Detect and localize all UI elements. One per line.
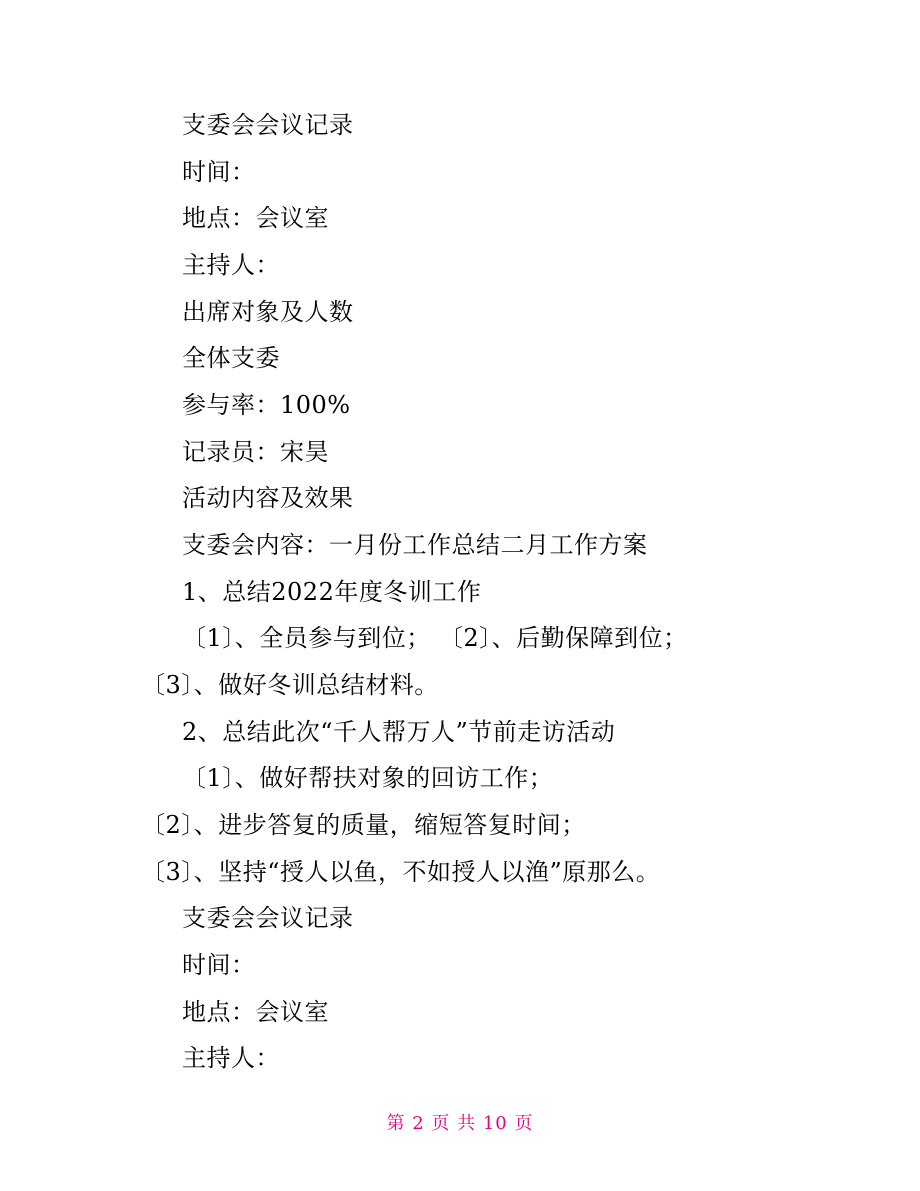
location-field: 地点：会议室 xyxy=(182,204,329,232)
item-2-subpoint-3: 〔3〕、坚持“授人以鱼，不如授人以渔”原那么。 xyxy=(141,858,661,886)
activity-label: 活动内容及效果 xyxy=(182,484,354,512)
item-2-subpoint-2: 〔2〕、进步答复的质量，缩短答复时间； xyxy=(141,811,586,839)
attendees-value: 全体支委 xyxy=(182,344,280,372)
item-2-subpoint-1: 〔1〕、做好帮扶对象的回访工作； xyxy=(182,764,554,792)
attendees-label: 出席对象及人数 xyxy=(182,298,354,326)
page-number-footer: 第 2 页 共 10 页 xyxy=(386,1113,534,1134)
host-field: 主持人： xyxy=(182,251,280,279)
meeting-content: 支委会内容：一月份工作总结二月工作方案 xyxy=(182,531,648,559)
heading-meeting-record-2: 支委会会议记录 xyxy=(182,904,354,932)
heading-meeting-record: 支委会会议记录 xyxy=(182,111,354,139)
host-field-2: 主持人： xyxy=(182,1044,280,1072)
recorder-field: 记录员：宋昊 xyxy=(182,438,329,466)
item-1-heading: 1、总结2022年度冬训工作 xyxy=(182,578,482,606)
item-2-heading: 2、总结此次“千人帮万人”节前走访活动 xyxy=(182,718,616,746)
item-1-subpoint-3: 〔3〕、做好冬训总结材料。 xyxy=(141,671,439,699)
item-1-subpoints: 〔1〕、全员参与到位； 〔2〕、后勤保障到位； xyxy=(182,624,688,652)
time-field: 时间： xyxy=(182,158,256,186)
participation-rate: 参与率：100% xyxy=(182,391,351,419)
location-field-2: 地点：会议室 xyxy=(182,998,329,1026)
time-field-2: 时间： xyxy=(182,951,256,979)
